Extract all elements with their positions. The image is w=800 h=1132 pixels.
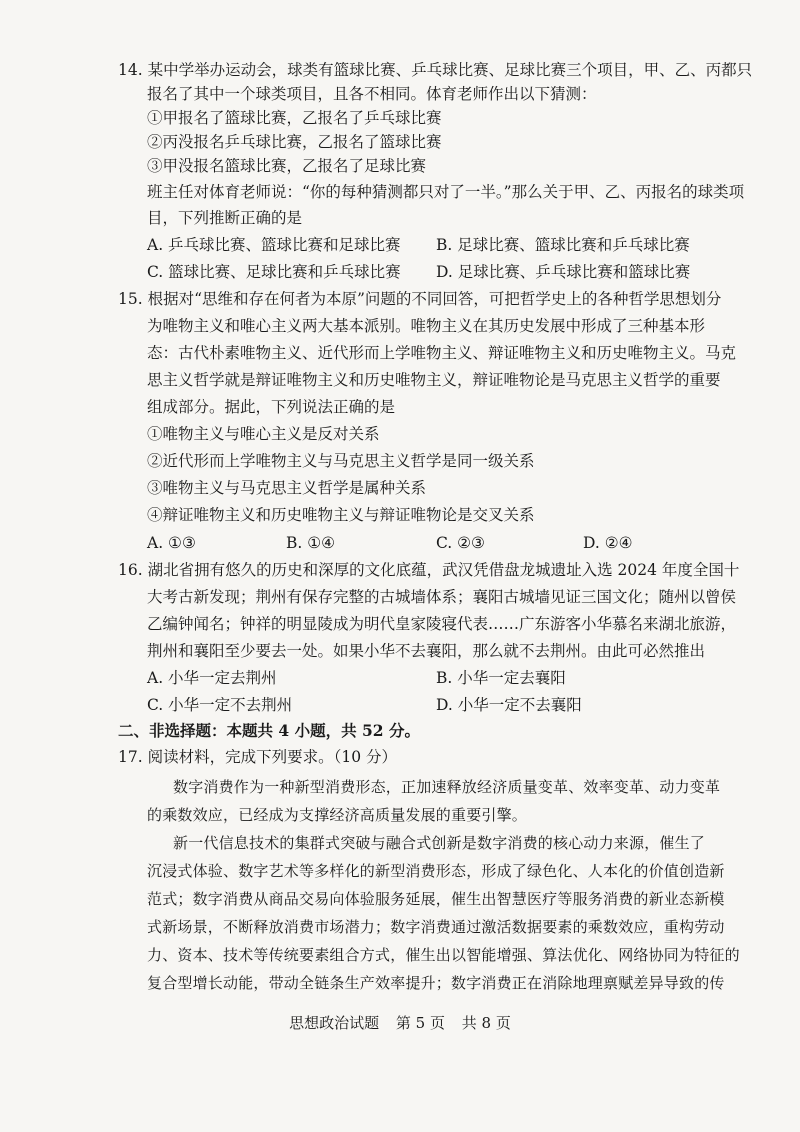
footer-page-number: 第 5 页 xyxy=(395,1014,445,1032)
q14-option-b: B. 足球比赛、篮球比赛和乒乓球比赛 xyxy=(436,236,690,254)
q14-option-a: A. 乒乓球比赛、篮球比赛和足球比赛 xyxy=(147,236,401,254)
q17-material-para2-line3: 范式；数字消费从商品交易向体验服务延展，催生出智慧医疗等服务消费的新业态新模 xyxy=(147,890,725,908)
q14-option-c: C. 篮球比赛、足球比赛和乒乓球比赛 xyxy=(147,263,401,281)
footer-total-pages: 共 8 页 xyxy=(461,1014,511,1032)
q15-option-b: B. ①④ xyxy=(286,534,336,552)
q16-stem-line1: 16. 湖北省拥有悠久的历史和深厚的文化底蕴，武汉凭借盘龙城遗址入选 2024 年度全国十 xyxy=(118,561,740,579)
section2-heading: 二、非选择题：本题共 4 小题，共 52 分。 xyxy=(118,721,420,740)
q17-material-para2-line5: 力、资本、技术等传统要素组合方式，催生出以智能增强、算法优化、网络协同为特征的 xyxy=(147,946,740,964)
q16-option-a: A. 小华一定去荆州 xyxy=(147,669,277,687)
q15-stem-line1: 15. 根据对“思维和存在何者为本原”问题的不同回答，可把哲学史上的各种哲学思想划分 xyxy=(118,290,722,308)
q14-stem-line6: 班主任对体育老师说：“你的每种猜测都只对了一半。”那么关于甲、乙、丙报名的球类项 xyxy=(147,183,745,201)
q14-stem-line7: 目，下列推断正确的是 xyxy=(147,209,303,227)
q15-stem-line3: 态：古代朴素唯物主义、近代形而上学唯物主义、辩证唯物主义和历史唯物主义。马克 xyxy=(147,344,737,362)
q17-title: 17. 阅读材料，完成下列要求。（10 分） xyxy=(118,748,397,766)
q17-material-para2-line2: 沉浸式体验、数字艺术等多样化的新型消费形态，形成了绿色化、人本化的价值创造新 xyxy=(147,862,725,880)
q15-stem-line5: 组成部分。据此，下列说法正确的是 xyxy=(147,398,396,416)
q15-statement-3: ③唯物主义与马克思主义哲学是属种关系 xyxy=(147,479,427,497)
footer-subject: 思想政治试题 xyxy=(289,1014,380,1032)
q14-guess-1: ①甲报名了篮球比赛，乙报名了乒乓球比赛 xyxy=(147,109,442,127)
q15-option-d: D. ②④ xyxy=(583,534,633,552)
q14-stem-line1: 14. 某中学举办运动会，球类有篮球比赛、乒乓球比赛、足球比赛三个项目，甲、乙、丙都只 xyxy=(118,61,753,79)
q14-stem-line2: 报名了其中一个球类项目，且各不相同。体育老师作出以下猜测： xyxy=(147,85,597,103)
q16-option-b: B. 小华一定去襄阳 xyxy=(436,669,566,687)
q15-stem-line2: 为唯物主义和唯心主义两大基本派别。唯物主义在其历史发展中形成了三种基本形 xyxy=(147,317,706,335)
q15-statement-4: ④辩证唯物主义和历史唯物主义与辩证唯物论是交叉关系 xyxy=(147,506,535,524)
q15-statement-1: ①唯物主义与唯心主义是反对关系 xyxy=(147,425,380,443)
q15-option-a: A. ①③ xyxy=(147,534,196,552)
q14-guess-3: ③甲没报名篮球比赛，乙报名了足球比赛 xyxy=(147,157,427,175)
q17-material-para2-line1: 新一代信息技术的集群式突破与融合式创新是数字消费的核心动力来源，催生了 xyxy=(173,834,706,852)
q16-option-d: D. 小华一定不去襄阳 xyxy=(436,696,582,714)
q16-stem-line3: 乙编钟闻名；钟祥的明显陵成为明代皇家陵寝代表……广东游客小华慕名来湖北旅游， xyxy=(147,615,737,633)
q15-option-c: C. ②③ xyxy=(436,534,485,552)
q14-option-d: D. 足球比赛、乒乓球比赛和篮球比赛 xyxy=(436,263,691,281)
q15-statement-2: ②近代形而上学唯物主义与马克思主义哲学是同一级关系 xyxy=(147,452,535,470)
q17-material-para1-line1: 数字消费作为一种新型消费形态，正加速释放经济质量变革、效率变革、动力变革 xyxy=(173,778,721,796)
q17-material-para2-line4: 式新场景，不断释放消费市场潜力；数字消费通过激活数据要素的乘数效应，重构劳动 xyxy=(147,918,725,936)
q16-stem-line2: 大考古新发现；荆州有保存完整的古城墙体系；襄阳古城墙见证三国文化；随州以曾侯 xyxy=(147,588,737,606)
q14-guess-2: ②丙没报名乒乓球比赛，乙报名了篮球比赛 xyxy=(147,133,442,151)
page-footer xyxy=(0,1011,800,1035)
q16-option-c: C. 小华一定不去荆州 xyxy=(147,696,293,714)
q17-material-para1-line2: 的乘数效应，已经成为支撑经济高质量发展的重要引擎。 xyxy=(147,806,528,824)
q15-stem-line4: 思主义哲学就是辩证唯物主义和历史唯物主义，辩证唯物论是马克思主义哲学的重要 xyxy=(147,371,721,389)
q17-material-para2-line6: 复合型增长动能，带动全链条生产效率提升；数字消费正在消除地理禀赋差异导致的传 xyxy=(147,974,725,992)
q16-stem-line4: 荆州和襄阳至少要去一处。如果小华不去襄阳，那么就不去荆州。由此可必然推出 xyxy=(147,642,706,660)
